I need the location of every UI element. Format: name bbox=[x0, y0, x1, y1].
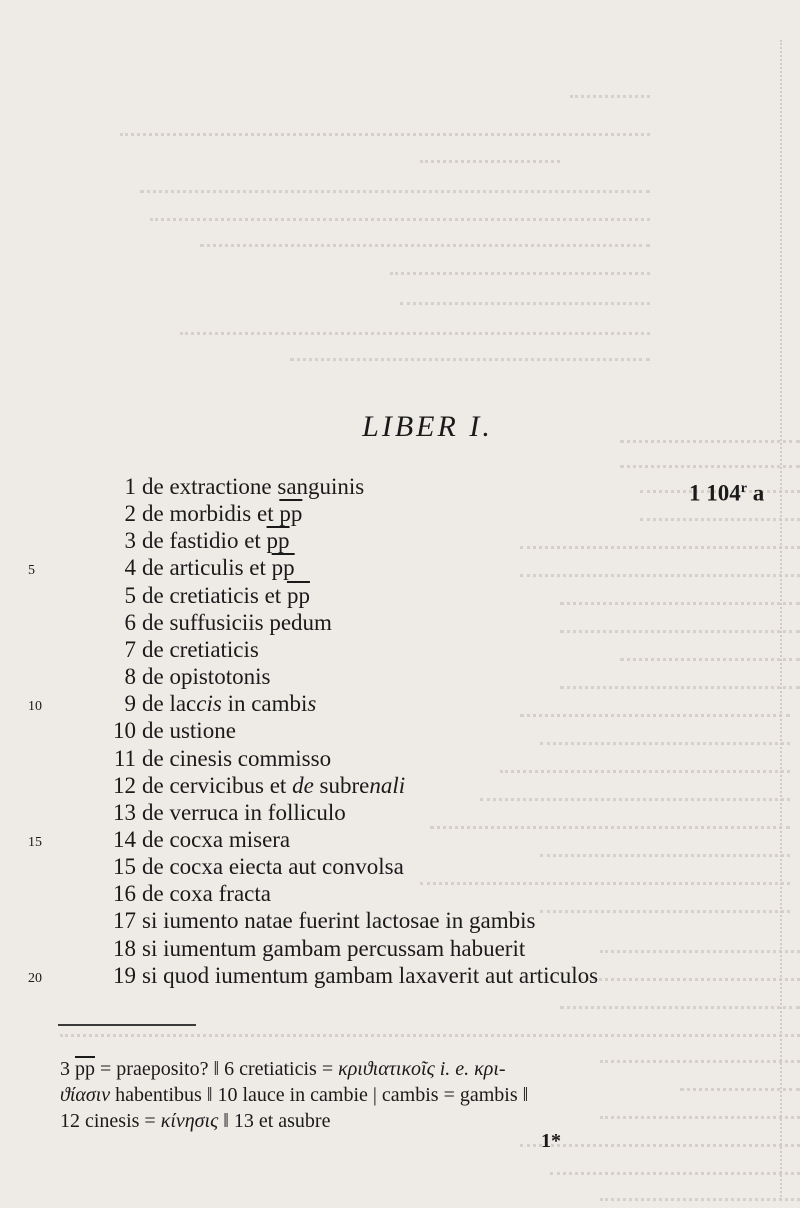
toc-entry-text: si iumentum gambam percussam habuerit bbox=[142, 935, 526, 961]
toc-entry-text: de cretiaticis et bbox=[142, 582, 287, 608]
footnote-line: ϑίασιν habentibus ‖ 10 lauce in cambie | cambis = gambis ‖ bbox=[60, 1084, 529, 1106]
ghost-line bbox=[180, 332, 650, 335]
toc-entry-text: $\overline{pp}$ bbox=[271, 555, 295, 581]
toc-entry-title bbox=[142, 499, 302, 529]
toc-entry-number: 9 bbox=[124, 691, 136, 717]
toc-entry bbox=[0, 499, 800, 529]
ghost-line bbox=[120, 133, 650, 136]
toc-entry-title bbox=[142, 662, 270, 692]
toc-entry-title bbox=[142, 825, 290, 855]
ghost-line bbox=[570, 95, 650, 98]
toc-entry-text: de cinesis commisso bbox=[142, 745, 332, 771]
toc-entry bbox=[0, 635, 800, 665]
toc-entry-text: $\overline{pp}$ bbox=[266, 528, 290, 554]
toc-entry-title bbox=[142, 934, 525, 964]
toc-entry bbox=[0, 526, 800, 556]
ghost-line bbox=[420, 160, 560, 163]
toc-entry-text: de cretiaticis bbox=[142, 636, 259, 662]
toc-entry bbox=[0, 608, 800, 638]
toc-entry bbox=[0, 906, 800, 936]
toc-entry-number: 7 bbox=[124, 636, 136, 662]
toc-entry-number: 13 bbox=[113, 799, 136, 825]
toc-entry-text: $\overline{pp}$ bbox=[279, 501, 303, 527]
toc-entry-title bbox=[142, 771, 405, 801]
toc-entry-text: de articulis et bbox=[142, 555, 272, 581]
toc-entry-title bbox=[142, 689, 316, 719]
toc-entry-title bbox=[142, 553, 295, 583]
toc-entry bbox=[0, 825, 800, 855]
footnote bbox=[60, 1056, 700, 1134]
toc-entry-number: 4 bbox=[124, 555, 136, 581]
footnote-rule bbox=[58, 1024, 196, 1026]
toc-entry-text: si quod iumentum gambam laxaverit aut articulos bbox=[142, 962, 599, 988]
toc-entry-text: de morbidis et bbox=[142, 501, 280, 527]
toc-entry-text: de cocxa eiecta aut convolsa bbox=[142, 854, 404, 880]
ghost-line bbox=[150, 218, 650, 221]
ghost-line bbox=[620, 465, 800, 468]
toc-entry bbox=[0, 553, 800, 583]
toc-entry-number: 19 bbox=[113, 962, 136, 988]
toc-entry-text: de verruca in folliculo bbox=[142, 799, 346, 825]
ghost-line bbox=[600, 1198, 800, 1201]
footnote-line: 12 cinesis = κίνησις ‖ 13 et asubre bbox=[60, 1110, 331, 1132]
toc-entry bbox=[0, 879, 800, 909]
toc-entry-number: 11 bbox=[113, 745, 136, 771]
toc-entry-number: 12 bbox=[113, 772, 136, 798]
book-heading: LIBER I. bbox=[362, 410, 493, 443]
toc-entry-text: de ustione bbox=[142, 718, 236, 744]
toc-entry bbox=[0, 961, 800, 991]
toc-entry bbox=[0, 689, 800, 719]
toc-entry-text: de cervicibus et bbox=[142, 772, 293, 798]
toc-entry-number: 5 bbox=[124, 582, 136, 608]
toc-entry bbox=[0, 771, 800, 801]
toc-entry-number: 6 bbox=[124, 609, 136, 635]
toc-entry-title bbox=[142, 798, 346, 828]
toc-entry-text: de extractione sanguinis bbox=[142, 474, 365, 499]
toc-entry-text: de suffusiciis pedum bbox=[142, 609, 332, 635]
toc-entry-text: si iumento natae fuerint lactosae in gambis bbox=[142, 908, 536, 934]
toc-entry-number: 17 bbox=[113, 908, 136, 934]
toc-entry bbox=[0, 934, 800, 964]
toc-entry bbox=[0, 852, 800, 882]
toc-entry-title bbox=[142, 635, 259, 665]
signature-mark: 1* bbox=[541, 1130, 561, 1152]
line-number: 15 bbox=[28, 834, 42, 850]
toc-entry bbox=[0, 472, 800, 502]
ghost-line bbox=[140, 190, 650, 193]
toc-entry bbox=[0, 798, 800, 828]
toc-entry-title bbox=[142, 472, 364, 502]
toc-entry-number: 3 bbox=[124, 528, 136, 554]
toc-entry-text: s bbox=[307, 691, 317, 717]
ghost-line bbox=[60, 1034, 800, 1037]
toc-entry-number: 2 bbox=[124, 501, 136, 527]
line-number: 10 bbox=[28, 699, 42, 715]
toc-entry-text: de cocxa misera bbox=[142, 826, 291, 852]
toc-entry-number: 10 bbox=[113, 718, 136, 744]
toc-entry bbox=[0, 581, 800, 611]
toc-entry-text: in cambi bbox=[221, 691, 308, 717]
ghost-line bbox=[290, 358, 650, 361]
toc-entry-number: 1 bbox=[124, 474, 136, 499]
ghost-line bbox=[560, 1006, 800, 1009]
toc-entry-text: de bbox=[292, 772, 314, 798]
ghost-line bbox=[390, 272, 650, 275]
toc-entry-text: $\overline{pp}$ bbox=[286, 582, 310, 608]
toc-entry bbox=[0, 744, 800, 774]
toc-entry-text: subre bbox=[313, 772, 370, 798]
toc-entry bbox=[0, 716, 800, 746]
ghost-line bbox=[400, 302, 650, 305]
toc-entry-title bbox=[142, 744, 331, 774]
toc-entry-number: 8 bbox=[124, 664, 136, 690]
toc-entry-text: de coxa fracta bbox=[142, 881, 271, 907]
toc-entry-number: 18 bbox=[113, 935, 136, 961]
toc-entry bbox=[0, 662, 800, 692]
line-number: 20 bbox=[28, 970, 42, 986]
margin-folio-reference: 1 104$^r$ a bbox=[689, 480, 765, 506]
toc-entry-text: de fastidio et bbox=[142, 528, 267, 554]
toc-entry-number: 16 bbox=[113, 881, 136, 907]
toc-entry-number: 15 bbox=[113, 854, 136, 880]
toc-entry-title bbox=[142, 879, 271, 909]
toc-entry-text: de opistotonis bbox=[142, 664, 271, 690]
toc-entry-text: nali bbox=[369, 772, 406, 798]
toc-entry-title bbox=[142, 961, 598, 991]
toc-entry-title bbox=[142, 526, 290, 556]
footnote-line: 3 $\overline{pp}$ = praeposito? ‖ 6 cretiaticis = κριϑιατικοῖς i. e. κρι- bbox=[60, 1058, 506, 1080]
toc-entry-title bbox=[142, 581, 310, 611]
toc-entry-number: 14 bbox=[113, 826, 136, 852]
toc-entry-text: cis bbox=[196, 691, 222, 717]
ghost-line bbox=[520, 1144, 800, 1147]
toc-entry-title bbox=[142, 608, 332, 638]
toc-entry-title bbox=[142, 852, 404, 882]
ghost-line bbox=[200, 244, 650, 247]
toc-entry-text: de lac bbox=[142, 691, 197, 717]
toc-entry-title bbox=[142, 716, 236, 746]
toc-entry-title bbox=[142, 906, 535, 936]
ghost-line bbox=[550, 1172, 800, 1175]
line-number: 5 bbox=[28, 563, 35, 579]
